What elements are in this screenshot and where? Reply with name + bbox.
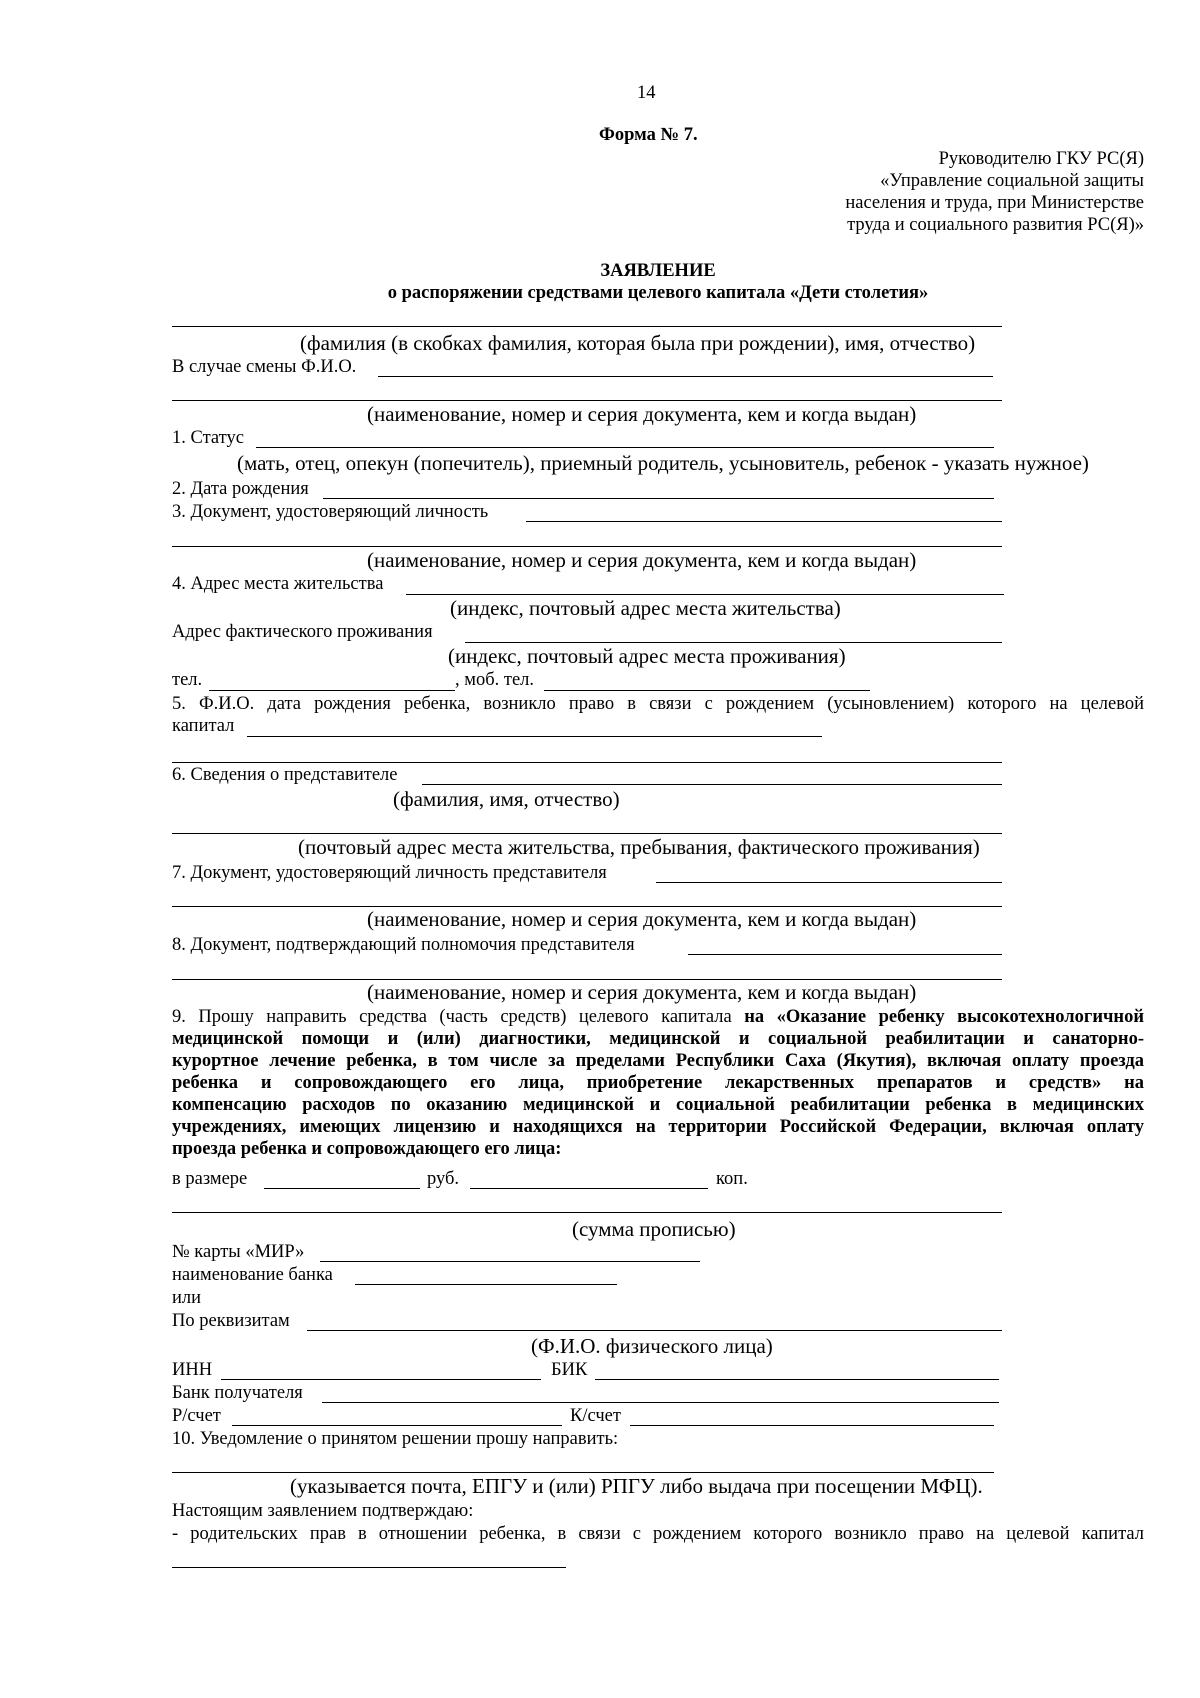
actual-address-input-line[interactable] xyxy=(465,642,1002,643)
fio-input-line[interactable] xyxy=(172,326,1002,327)
rep-identity-doc-input-line[interactable] xyxy=(656,882,1002,883)
label-status: 1. Статус xyxy=(172,428,244,448)
rub-input-line[interactable] xyxy=(264,1188,420,1189)
item5-line2: капитал xyxy=(172,716,235,736)
label-birth-date: 2. Дата рождения xyxy=(172,479,309,499)
fio-change-input-line[interactable] xyxy=(378,376,993,377)
label-notify: 10. Уведомление о принятом решении прошу направить: xyxy=(172,1429,619,1449)
mir-card-input-line[interactable] xyxy=(320,1261,700,1262)
label-fio-change: В случае смены Ф.И.О. xyxy=(172,357,357,377)
hint-doc: (наименование, номер и серия документа, кем и когда выдан) xyxy=(367,907,917,931)
label-rep-authority-doc: 8. Документ, подтверждающий полномочия представителя xyxy=(172,935,635,955)
recipient-bank-input-line[interactable] xyxy=(322,1402,999,1403)
hint-doc: (наименование, номер и серия документа, кем и когда выдан) xyxy=(367,402,917,426)
bank-name-input-line[interactable] xyxy=(355,1284,617,1285)
addressee-line: «Управление социальной защиты xyxy=(880,171,1144,191)
form-number: Форма № 7. xyxy=(599,125,698,145)
label-confirm: Настоящим заявлением подтверждаю: xyxy=(172,1501,474,1521)
rep-authority-doc-input-line[interactable] xyxy=(688,954,1002,955)
fio-change-doc-input-line[interactable] xyxy=(172,400,1002,401)
label-bik: БИК xyxy=(551,1360,588,1380)
parental-rights-line: - родительских прав в отношении ребенка, в связи с рождением которого возникло право на целевой капитал xyxy=(172,1524,1144,1544)
child-info-input-line[interactable] xyxy=(247,736,822,737)
hint-address-actual: (индекс, почтовый адрес места проживания) xyxy=(448,644,846,668)
mob-tel-input-line[interactable] xyxy=(544,690,870,691)
label-kop: коп. xyxy=(716,1169,748,1189)
status-input-line[interactable] xyxy=(256,447,994,448)
hint-address-residence: (индекс, почтовый адрес места жительства) xyxy=(450,596,841,620)
rep-info-input-line[interactable] xyxy=(422,784,1002,785)
page-number: 14 xyxy=(637,83,656,103)
item9-line-last: проезда ребенка и сопровождающего его лица: xyxy=(172,1139,562,1159)
label-bank-name: наименование банка xyxy=(172,1265,333,1285)
label-actual-address: Адрес фактического проживания xyxy=(172,622,433,642)
label-rub: руб. xyxy=(427,1169,460,1189)
kop-input-line[interactable] xyxy=(470,1188,708,1189)
item9-line: учреждениях, имеющих лицензию и находящихся на территории Российской Федерации, включая оплату xyxy=(172,1117,1144,1137)
item9-bold-text: на «Оказание ребенку высокотехнологичной xyxy=(744,1007,1144,1027)
label-or: или xyxy=(172,1288,202,1308)
child-info-input-line-2[interactable] xyxy=(172,762,1002,763)
identity-doc-input-line[interactable] xyxy=(526,521,1002,522)
identity-doc-input-line-2[interactable] xyxy=(172,546,1002,547)
sum-words-input-line[interactable] xyxy=(172,1212,1002,1213)
label-account: Р/счет xyxy=(172,1406,221,1426)
notify-input-line[interactable] xyxy=(172,1472,994,1473)
item5-text xyxy=(172,693,1144,715)
hint-status: (мать, отец, опекун (попечитель), приемный родитель, усыновитель, ребенок - указать нужное) xyxy=(237,451,1089,475)
account-input-line[interactable] xyxy=(232,1425,562,1426)
addressee-line: населения и труда, при Министерстве xyxy=(845,193,1144,213)
label-amount: в размере xyxy=(172,1169,248,1189)
hint-person-fio: (Ф.И.О. физического лица) xyxy=(531,1334,773,1358)
label-corr-account: К/счет xyxy=(570,1406,621,1426)
label-recipient-bank: Банк получателя xyxy=(172,1383,303,1403)
bik-input-line[interactable] xyxy=(595,1379,999,1380)
addressee-line: Руководителю ГКУ РС(Я) xyxy=(938,149,1144,169)
address-input-line[interactable] xyxy=(406,594,1004,595)
tel-input-line[interactable] xyxy=(209,690,455,691)
parental-rights-text xyxy=(172,1523,1144,1545)
requisites-input-line[interactable] xyxy=(307,1330,1002,1331)
inn-input-line[interactable] xyxy=(221,1379,541,1380)
label-mob-tel: , моб. тел. xyxy=(455,670,535,690)
hint-doc: (наименование, номер и серия документа, кем и когда выдан) xyxy=(367,980,917,1004)
parental-rights-input-line[interactable] xyxy=(172,1567,566,1568)
label-tel: тел. xyxy=(172,670,203,690)
hint-rep-fio: (фамилия, имя, отчество) xyxy=(393,787,620,811)
rep-address-input-line[interactable] xyxy=(172,833,1002,834)
hint-sum-words: (сумма прописью) xyxy=(572,1217,736,1241)
label-by-requisites: По реквизитам xyxy=(172,1311,290,1331)
item9-line: курортное лечение ребенка, в том числе за пределами Республики Саха (Якутия), включая оплату проезда xyxy=(172,1051,1144,1071)
hint-doc: (наименование, номер и серия документа, кем и когда выдан) xyxy=(367,548,917,572)
label-rep-info: 6. Сведения о представителе xyxy=(172,765,398,785)
item9-line: ребенка и сопровождающего его лица, приобретение лекарственных препаратов и средств» на xyxy=(172,1073,1144,1093)
label-inn: ИНН xyxy=(172,1360,213,1380)
item9-line: компенсацию расходов по оказанию медицинской и социальной реабилитации ребенка в медицинских xyxy=(172,1095,1144,1115)
hint-rep-address: (почтовый адрес места жительства, пребывания, фактического проживания) xyxy=(298,835,980,859)
label-rep-identity-doc: 7. Документ, удостоверяющий личность представителя xyxy=(172,863,607,883)
hint-notify: (указывается почта, ЕПГУ и (или) РПГУ либо выдача при посещении МФЦ). xyxy=(290,1474,983,1498)
item5-line1: 5. Ф.И.О. дата рождения ребенка, возникло право в связи с рождением (усыновлением) которого на целевой xyxy=(172,694,1144,714)
item9-paragraph xyxy=(172,1006,1144,1160)
item9-line: медицинской помощи и (или) диагностики, медицинской и социальной реабилитации и санаторно- xyxy=(172,1029,1144,1049)
birth-date-input-line[interactable] xyxy=(323,498,994,499)
label-mir-card: № карты «МИР» xyxy=(172,1242,305,1262)
label-address: 4. Адрес места жительства xyxy=(172,574,384,594)
addressee-block xyxy=(644,148,1144,236)
hint-fio: (фамилия (в скобках фамилия, которая была при рождении), имя, отчество) xyxy=(300,331,976,355)
addressee-line: труда и социального развития РС(Я)» xyxy=(847,215,1144,235)
item9-normal-text: 9. Прошу направить средства (часть средств) целевого капитала xyxy=(172,1007,745,1027)
label-identity-doc: 3. Документ, удостоверяющий личность xyxy=(172,502,489,522)
document-subtitle: о распоряжении средствами целевого капитала «Дети столетия» xyxy=(387,283,929,303)
corr-account-input-line[interactable] xyxy=(630,1425,994,1426)
document-title: ЗАЯВЛЕНИЕ xyxy=(600,261,716,281)
item9-line1 xyxy=(172,1006,1144,1028)
